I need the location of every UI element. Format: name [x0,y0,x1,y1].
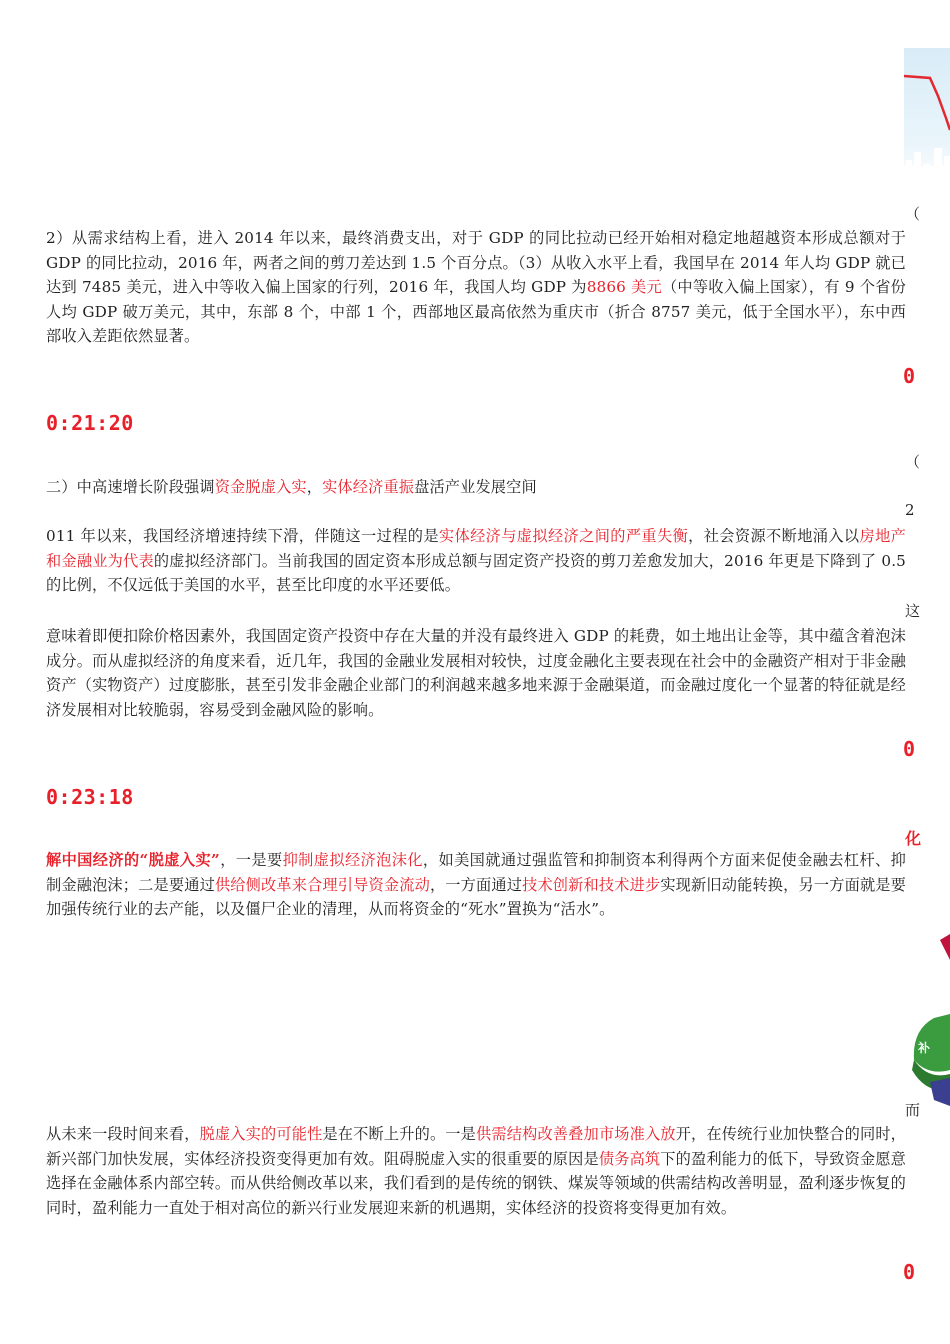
highlight-tech-innovation: 技术创新和技术进步 [522,875,661,894]
text-run: （中等收入偏上国家），有 9 个省份人均 GDP 破万美元，其中，东部 8 个，中部 1 个，西部地区最高依然为重庆市（折合 8757 美元，低于全国水平），东中西部收入差距依然显著。 [46,278,906,345]
margin-timestamp-fragment-1: 0 [903,364,916,388]
timestamp-1: 0:21:20 [46,411,134,435]
cropped-pie-image-middle [904,920,950,1110]
section-heading-capital-to-real-economy [46,475,906,500]
highlight-real-economy-revival: 实体经济重振 [322,478,415,496]
text-run: 二）中高速增长阶段强调 [46,478,215,496]
text-run: 的虚拟经济部门。当前我国的固定资本形成总额与固定资产投资的剪刀差愈发加大，2016 年更是下降到了 0.5 的比例，不仅远低于美国的水平，甚至比印度的水平还要低。 [46,551,906,594]
text-run: 实现新旧动能转换，另一方面就是要加强传统行业的去产能，以及僵尸企业的清理，从而将资金的“死水”置换为“活水”。 [46,875,907,918]
highlight-supply-side-reform: 供给侧改革来合理引导资金流动 [214,875,430,894]
paragraph-solutions [46,848,906,922]
text-run: 2）从需求结构上看，进入 2014 年以来，最终消费支出，对于 GDP 的同比拉动已经开始相对稳定地超越资本形成总额对于 GDP 的同比拉动，2016 年，两者之间的剪刀差达到 1.5 个百分点。（3）从收入水平上看，我国早在 2014 年人均 GDP 就已达到 7485 美元，进入中等收入偏上国家的行列，2016 年，我国人均 GDP 为 [46,229,906,296]
margin-paren-1: （ [905,205,921,223]
highlight-supply-demand: 供需结构改善叠加市场准入放 [476,1125,676,1143]
margin-paren-2: （ [905,453,921,471]
margin-timestamp-fragment-2: 0 [903,737,916,761]
highlight-real-estate-finance: 房地产和金融业为代表 [46,527,906,570]
highlight-capital-shift: 资金脱虚入实 [214,478,307,496]
text-run: 盘活产业发展空间 [414,478,537,496]
margin-char-hua: 化 [905,829,922,848]
margin-char-er: 而 [905,1101,921,1119]
paragraph-demand-structure [46,226,906,349]
text-run: 开，在传统行业加快整合的同时，新兴部门加快发展，实体经济投资变得更加有效。阻碍脱虚入实的很重要的原因是 [46,1125,907,1168]
text-run: 下的盈利能力的低下，导致资金愿意选择在金融体系内部空转。而从供给侧改革以来，我们看到的是传统的钢铁、煤炭等领域的供需结构改善明显，盈利逐步恢复的同时，盈利能力一直处于相对高位的新兴行业发展迎来新的机遇期，实体经济的投资将变得更加有效。 [46,1149,906,1217]
paragraph-imbalance [46,524,906,598]
pie-chart-fragment [904,920,950,1110]
highlight-possibility: 脱虚入实的可能性 [199,1125,323,1143]
text-run: ， [306,478,323,496]
paragraph-bubble [46,624,906,722]
highlight-severe-imbalance: 实体经济与虚拟经济之间的严重失衡 [438,527,689,545]
text-run: ，如美国就通过强监管和抑制资本利得两个方面来促使金融去杠杆、抑制金融泡沫；二是要通过 [46,851,906,894]
text-run: 意味着即便扣除价格因素外，我国固定资产投资中存在大量的并没有最终进入 GDP 的耗费，如土地出让金等，其中蕴含着泡沫成分。而从虚拟经济的角度来看，近几年，我国的金融业发展相对较快，过度金融化主要表现在社会中的金融资产相对于非金融资产（实物资产）过度膨胀，甚至引发非金融企业部门的利润越来越多地来源于金融渠道，而金融过度化一个显著的特征就是经济发展相对比较脆弱，容易受到金融风险的影响。 [46,627,906,719]
highlight-high-debt: 债务高筑 [598,1149,661,1168]
highlight-key-phrase: 解中国经济的“脱虚入实” [46,851,220,869]
margin-digit-2: 2 [905,501,915,519]
text-run: 从未来一段时间来看， [46,1125,200,1143]
paragraph-outlook [46,1122,906,1220]
highlight-gdp-per-capita: 8866 美元 [586,278,662,296]
text-run: 是在不断上升的。一是 [322,1125,477,1143]
text-run: ，一是要 [219,851,283,869]
text-run: ，社会资源不断地涌入以 [688,527,860,545]
highlight-curb-bubble: 抑制虚拟经济泡沫化 [282,851,423,869]
cropped-chart-image-top [904,48,950,186]
line-chart-fragment [904,48,950,186]
text-run: ，一方面通过 [429,875,523,894]
pie-fragment-label: 补 [918,1041,931,1055]
margin-timestamp-fragment-3: 0 [903,1260,916,1284]
timestamp-2: 0:23:18 [46,785,134,809]
margin-char-zhe: 这 [905,602,921,620]
text-run: 011 年以来，我国经济增速持续下滑，伴随这一过程的是 [46,527,439,545]
